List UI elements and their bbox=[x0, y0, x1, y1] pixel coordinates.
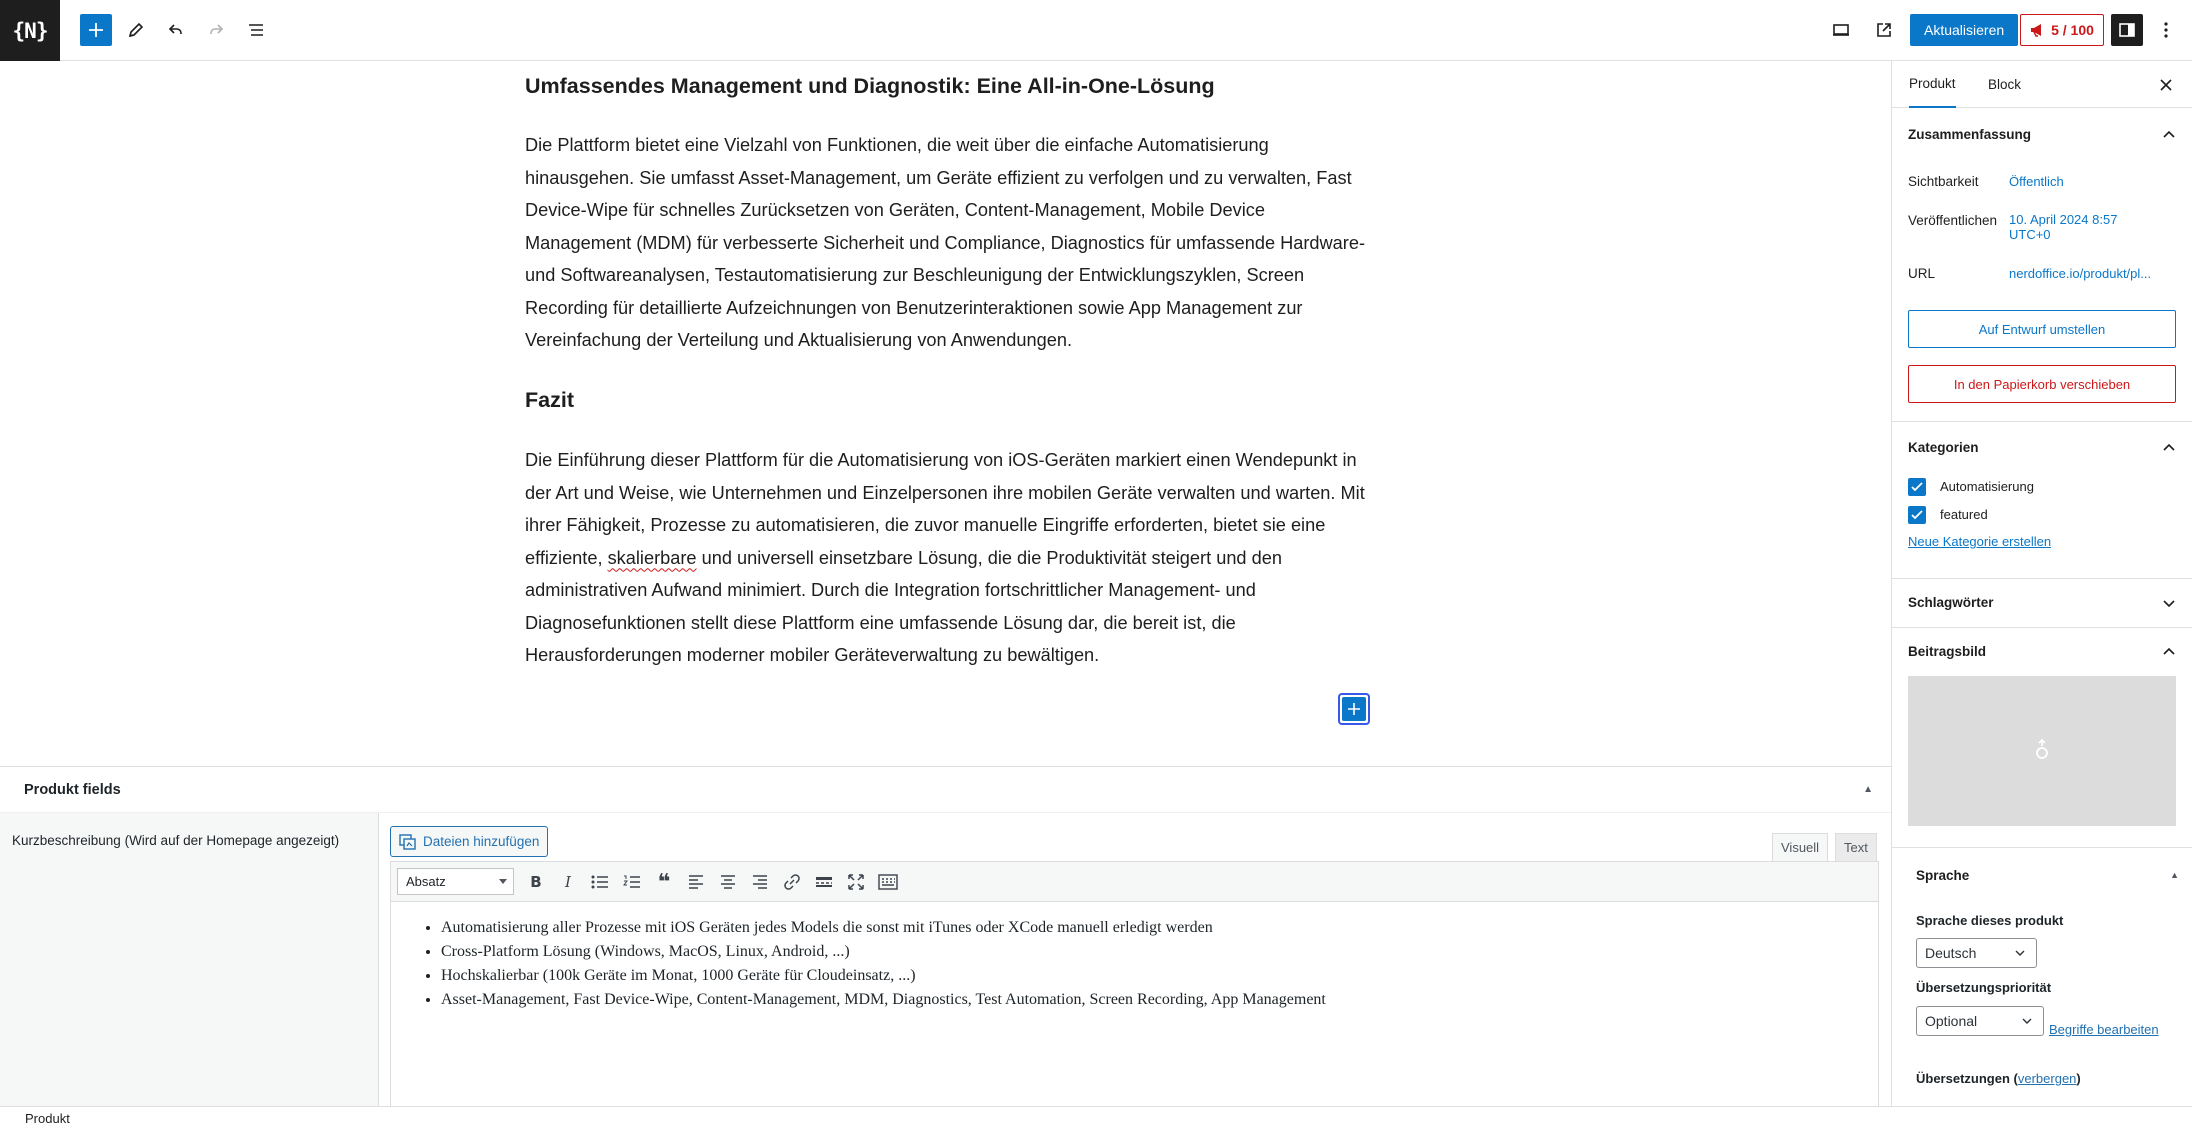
italic-icon[interactable]: I bbox=[565, 873, 571, 891]
featured-image-placeholder[interactable] bbox=[1908, 676, 2176, 826]
move-to-trash-button[interactable]: In den Papierkorb verschieben bbox=[1908, 365, 2176, 403]
pencil-icon bbox=[126, 20, 146, 40]
toolbar-toggle-icon[interactable] bbox=[876, 870, 900, 894]
chevron-up-icon[interactable] bbox=[2161, 644, 2177, 660]
desktop-preview-icon bbox=[1831, 20, 1851, 40]
read-more-icon[interactable] bbox=[812, 870, 836, 894]
align-left-icon[interactable] bbox=[684, 870, 708, 894]
align-right-icon[interactable] bbox=[748, 870, 772, 894]
collapse-arrow-icon[interactable]: ▲ bbox=[2170, 870, 2179, 880]
format-select[interactable] bbox=[397, 868, 514, 895]
tags-panel-title: Schlagwörter bbox=[1908, 595, 1994, 610]
visibility-value[interactable]: Öffentlich bbox=[2009, 174, 2064, 189]
publish-date-value[interactable] bbox=[2009, 212, 2117, 242]
megaphone-icon bbox=[2030, 23, 2046, 37]
list-item: • Automatisierung aller Prozesse mit iOS Geräten jedes Models die sonst mit iTunes oder XCode manuell erledigt werden bbox=[441, 916, 1326, 940]
tags-panel[interactable] bbox=[1892, 578, 2192, 627]
upload-image-icon bbox=[2032, 739, 2052, 763]
publish-date-line: 10. April 2024 8:57 bbox=[2009, 212, 2118, 227]
categories-panel-title[interactable]: Kategorien bbox=[1908, 440, 1979, 455]
chevron-up-icon[interactable] bbox=[2161, 440, 2177, 456]
close-icon[interactable] bbox=[2156, 75, 2176, 95]
classic-editor-toolbar bbox=[390, 861, 1879, 902]
editor-footer bbox=[0, 1106, 2192, 1129]
editor-top-toolbar bbox=[0, 0, 2192, 61]
collapse-arrow-icon[interactable]: ▲ bbox=[1863, 784, 1873, 795]
translation-priority-select[interactable] bbox=[1916, 1006, 2044, 1036]
translation-priority-label: Übersetzungspriorität bbox=[1916, 980, 2052, 995]
tab-product[interactable]: Produkt bbox=[1909, 61, 1956, 108]
link-icon[interactable] bbox=[780, 870, 804, 894]
metabox-header[interactable] bbox=[0, 767, 1891, 813]
language-panel-title: Sprache bbox=[1916, 868, 1970, 883]
list-item: • Asset-Management, Fast Device-Wipe, Content-Management, MDM, Diagnostics, Test Automation, Screen Recording, App Management bbox=[441, 988, 1326, 1012]
new-category-link[interactable]: Neue Kategorie erstellen bbox=[1908, 534, 2052, 549]
seo-score-text: 5 / 100 bbox=[2051, 22, 2094, 38]
category-checkbox-featured[interactable] bbox=[1908, 506, 1926, 524]
publish-label: Veröffentlichen bbox=[1908, 213, 1998, 228]
url-label: URL bbox=[1908, 266, 1936, 281]
chevron-down-icon[interactable] bbox=[2161, 595, 2177, 611]
undo-button[interactable] bbox=[160, 14, 192, 46]
category-label: Automatisierung bbox=[1940, 479, 2034, 494]
chevron-up-icon[interactable] bbox=[2161, 127, 2177, 143]
product-fields-metabox bbox=[0, 766, 1891, 1106]
language-select[interactable] bbox=[1916, 938, 2037, 968]
short-description-editor[interactable] bbox=[390, 902, 1879, 1107]
format-select-value: Absatz bbox=[406, 874, 446, 889]
translations-label-text: Übersetzungen bbox=[1916, 1071, 2010, 1086]
media-icon bbox=[399, 834, 417, 850]
tab-block[interactable]: Block bbox=[1988, 77, 2022, 92]
paragraph-text: Die Einführung dieser Plattform für die Automatisierung von iOS-Geräten markiert einen Wendepunkt in der Art und Weise, wie Unternehmen und Einzelpersonen ihre mobilen Geräte verwalten und warten. Mit ihrer Fähigkeit, Prozesse zu automatisieren, die zuvor manuelle Eingriffe erforderten, bietet sie eine effiziente, bbox=[525, 450, 1365, 568]
bullet-list-icon[interactable] bbox=[588, 870, 612, 894]
list-item: • Hochskalierbar (100k Geräte im Monat, 1000 Geräte für Cloudeinsatz, ...) bbox=[441, 964, 1326, 988]
more-vertical-icon bbox=[2163, 21, 2169, 39]
settings-sidebar-button[interactable] bbox=[2111, 14, 2143, 46]
categories-panel bbox=[1892, 421, 2192, 578]
field-label-column bbox=[0, 813, 379, 1107]
plus-icon bbox=[87, 21, 105, 39]
view-post-button[interactable] bbox=[1868, 14, 1900, 46]
heading-block-fazit[interactable]: Fazit bbox=[525, 388, 574, 412]
hide-translations-link[interactable]: verbergen bbox=[2017, 1071, 2077, 1086]
featured-image-panel-title[interactable]: Beitragsbild bbox=[1908, 644, 1987, 659]
block-inserter-inner bbox=[1342, 697, 1366, 721]
paragraph-block-fazit[interactable] bbox=[525, 444, 1365, 672]
site-logo[interactable]: {N} bbox=[0, 0, 60, 61]
align-center-icon[interactable] bbox=[716, 870, 740, 894]
undo-icon bbox=[166, 20, 186, 40]
update-button[interactable]: Aktualisieren bbox=[1910, 14, 2018, 46]
visibility-label: Sichtbarkeit bbox=[1908, 174, 1979, 189]
summary-panel-title[interactable]: Zusammenfassung bbox=[1908, 127, 2032, 142]
sidebar-tabs bbox=[1892, 61, 2192, 108]
add-block-button[interactable] bbox=[80, 14, 112, 46]
redo-button[interactable] bbox=[200, 14, 232, 46]
translations-label: Übersetzungen (verbergen) bbox=[1916, 1071, 2081, 1086]
paragraph-block[interactable]: Die Plattform bietet eine Vielzahl von Funktionen, die weit über die einfache Automatisierung hinausgehen. Sie umfasst Asset-Management, um Geräte effizient zu verfolgen und zu verwalten, Fast Device-Wipe für schnelles Zurücksetzen von Geräten, Content-Management, Mobile Device Management (MDM) für verbesserte Sicherheit und Compliance, Diagnostics für umfassende Hardware- und Softwareanalysen, Testautomatisierung zur Beschleunigung der Entwicklungszyklen, Screen Recording für detaillierte Aufzeichnungen von Benutzerinteraktionen sowie App Management zur Vereinfachung der Verteilung und Aktualisierung von Anwendungen. bbox=[525, 135, 1366, 350]
post-language-label: Sprache dieses produkt bbox=[1916, 913, 2064, 928]
category-checkbox-automatisierung[interactable] bbox=[1908, 478, 1926, 496]
external-link-icon bbox=[1875, 21, 1893, 39]
bullet-list bbox=[441, 916, 1326, 1012]
language-select-value: Deutsch bbox=[1925, 945, 1977, 961]
blockquote-icon[interactable]: ❝ bbox=[657, 869, 671, 894]
dropdown-arrow-icon bbox=[499, 879, 507, 884]
misspelled-word[interactable]: skalierbare bbox=[607, 547, 697, 568]
language-panel bbox=[1892, 847, 2192, 1106]
document-overview-button[interactable] bbox=[240, 14, 272, 46]
checkmark-icon bbox=[1911, 482, 1923, 492]
editor-canvas bbox=[0, 61, 1891, 766]
add-media-label: Dateien hinzufügen bbox=[423, 834, 540, 849]
numbered-list-icon[interactable] bbox=[620, 870, 644, 894]
block-breadcrumb[interactable]: Produkt bbox=[25, 1111, 70, 1126]
settings-sidebar bbox=[1891, 61, 2192, 1106]
priority-select-value: Optional bbox=[1925, 1013, 1978, 1029]
short-description-label: Kurzbeschreibung (Wird auf der Homepage angezeigt) bbox=[12, 833, 340, 848]
list-item: • Cross-Platform Lösung (Windows, MacOS, Linux, Android, ...) bbox=[441, 940, 1326, 964]
tab-visual[interactable]: Visuell bbox=[1772, 833, 1828, 861]
edit-terms-link[interactable]: Begriffe bearbeiten bbox=[2049, 1022, 2159, 1037]
sidebar-icon bbox=[2118, 21, 2136, 39]
bold-icon[interactable]: B bbox=[530, 873, 542, 891]
publish-timezone-line: UTC+0 bbox=[2009, 227, 2051, 242]
tab-text[interactable]: Text bbox=[1835, 833, 1877, 861]
options-menu-button[interactable] bbox=[2150, 14, 2182, 46]
paragraph-text: und universell einsetzbare Lösung, die die Produktivität steigert und den administrativen Aufwand minimiert. Durch die Integration fortschrittlicher Management- und Diagnosefunktionen stellt diese Plattform eine umfassende Lösung dar, die bereit ist, die Herausforderungen moderner mobiler Geräteverwaltung zu bewältigen. bbox=[525, 547, 1282, 665]
checkmark-icon bbox=[1911, 510, 1923, 520]
add-media-button[interactable] bbox=[390, 826, 548, 857]
preview-button[interactable] bbox=[1825, 14, 1857, 46]
redo-icon bbox=[206, 20, 226, 40]
url-value[interactable]: nerdoffice.io/produkt/pl... bbox=[2009, 266, 2152, 281]
summary-panel bbox=[1892, 109, 2192, 421]
plus-icon bbox=[1347, 702, 1361, 716]
chevron-down-icon bbox=[2014, 947, 2026, 959]
fullscreen-icon[interactable] bbox=[844, 870, 868, 894]
block-inserter-button[interactable] bbox=[1338, 693, 1370, 725]
tools-button[interactable] bbox=[120, 14, 152, 46]
list-view-icon bbox=[246, 20, 266, 40]
featured-image-panel bbox=[1892, 627, 2192, 812]
switch-to-draft-button[interactable]: Auf Entwurf umstellen bbox=[1908, 310, 2176, 348]
category-label: featured bbox=[1940, 507, 1988, 522]
heading-block[interactable]: Umfassendes Management und Diagnostik: Eine All-in-One-Lösung bbox=[525, 74, 1215, 98]
seo-score-badge[interactable] bbox=[2020, 14, 2104, 46]
metabox-title: Produkt fields bbox=[24, 782, 121, 798]
chevron-down-icon bbox=[2021, 1015, 2033, 1027]
